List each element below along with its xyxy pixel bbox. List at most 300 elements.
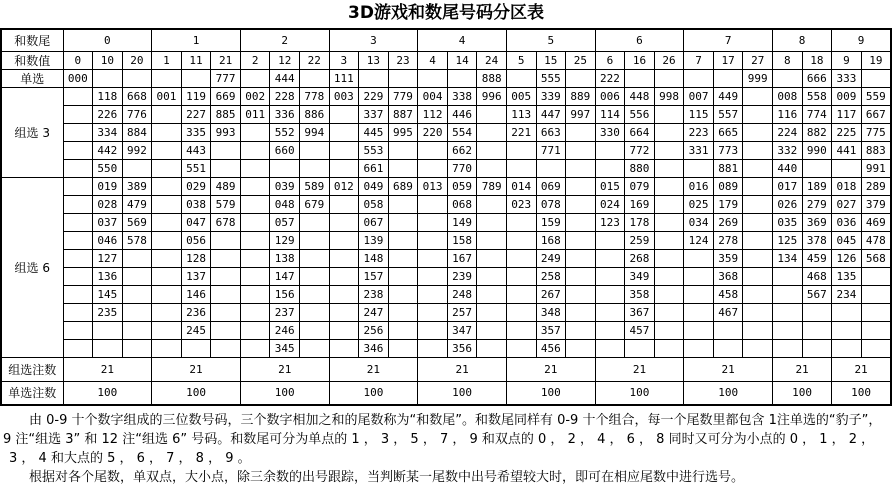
group3-cell: 551	[181, 159, 211, 177]
group3-cell: 440	[773, 159, 803, 177]
zone-table	[0, 28, 892, 406]
group6-cell	[329, 339, 359, 357]
single-cell: 222	[595, 69, 625, 87]
group6-cell: 589	[300, 177, 330, 195]
group6-cell	[566, 321, 596, 339]
table-row	[1, 285, 891, 303]
group3-cell: 887	[388, 105, 418, 123]
group6-cell: 078	[536, 195, 566, 213]
group6-cell: 367	[625, 303, 655, 321]
group3-cell	[832, 159, 862, 177]
group6-cell	[388, 303, 418, 321]
group6-cell	[654, 195, 684, 213]
group3-cell: 008	[773, 87, 803, 105]
group6-cell	[654, 339, 684, 357]
group3-cell: 882	[802, 123, 832, 141]
group6-cell: 248	[447, 285, 477, 303]
group6-cell	[654, 213, 684, 231]
group3-cell	[418, 159, 448, 177]
group6-cell: 247	[359, 303, 389, 321]
group6-cell	[595, 249, 625, 267]
group6-cell: 479	[122, 195, 152, 213]
group6-cell	[300, 213, 330, 231]
group3-cell: 119	[181, 87, 211, 105]
group6-cell: 149	[447, 213, 477, 231]
group3-cell	[418, 141, 448, 159]
sum-value-cell: 7	[684, 51, 714, 69]
group3-cell: 553	[359, 141, 389, 159]
group6-cell: 168	[536, 231, 566, 249]
group6-cell	[566, 285, 596, 303]
group6-cell: 148	[359, 249, 389, 267]
group-bets-value: 21	[329, 357, 418, 381]
group6-cell: 159	[536, 213, 566, 231]
group3-cell: 007	[684, 87, 714, 105]
group3-cell	[240, 123, 270, 141]
group6-cell	[861, 303, 891, 321]
group3-cell: 885	[211, 105, 241, 123]
group3-cell: 115	[684, 105, 714, 123]
group3-cell: 665	[713, 123, 743, 141]
group6-cell: 025	[684, 195, 714, 213]
group6-cell: 189	[802, 177, 832, 195]
group6-cell: 459	[802, 249, 832, 267]
group3-cell: 003	[329, 87, 359, 105]
sum-value-cell: 2	[240, 51, 270, 69]
tail-header: 3	[329, 29, 418, 51]
single-cell: 000	[63, 69, 93, 87]
group6-cell	[595, 321, 625, 339]
group6-cell	[802, 339, 832, 357]
group6-cell: 127	[93, 249, 123, 267]
group6-cell: 019	[93, 177, 123, 195]
group6-cell: 023	[506, 195, 536, 213]
group6-cell	[240, 231, 270, 249]
group6-cell	[300, 285, 330, 303]
group3-cell: 996	[477, 87, 507, 105]
table-row	[1, 159, 891, 177]
single-cell	[861, 69, 891, 87]
group6-cell: 569	[122, 213, 152, 231]
group6-cell	[122, 267, 152, 285]
group6-cell	[152, 267, 182, 285]
group3-cell	[654, 123, 684, 141]
single-cell: 666	[802, 69, 832, 87]
group6-cell	[240, 177, 270, 195]
group6-cell	[773, 321, 803, 339]
group6-cell	[329, 285, 359, 303]
sum-value-label: 和数值	[1, 51, 63, 69]
group6-cell	[566, 195, 596, 213]
group3-cell: 337	[359, 105, 389, 123]
group6-cell	[93, 339, 123, 357]
group3-cell	[388, 159, 418, 177]
group6-cell	[595, 303, 625, 321]
group6-cell	[211, 321, 241, 339]
table-row	[1, 123, 891, 141]
group6-cell	[211, 231, 241, 249]
group3-cell: 004	[418, 87, 448, 105]
group3-cell: 005	[506, 87, 536, 105]
group3-cell: 880	[625, 159, 655, 177]
group6-cell	[388, 195, 418, 213]
sum-value-cell: 10	[93, 51, 123, 69]
table-row	[1, 231, 891, 249]
group6-cell: 038	[181, 195, 211, 213]
sum-value-cell: 11	[181, 51, 211, 69]
sum-tail-label: 和数尾	[1, 29, 63, 51]
single-cell	[506, 69, 536, 87]
description-line-1: 由 0-9 十个数字组成的三位数号码，三个数字相加之和的尾数称为“和数尾”。和数尾同样有 0-9 十个组合，每一个尾数里都包含 1注单选的“豹子”，	[29, 413, 882, 428]
group6-cell	[566, 303, 596, 321]
group6-cell	[122, 303, 152, 321]
group3-cell: 221	[506, 123, 536, 141]
group6-cell: 789	[477, 177, 507, 195]
group6-cell: 258	[536, 267, 566, 285]
group3-cell	[152, 159, 182, 177]
group6-cell	[654, 303, 684, 321]
group3-cell	[122, 159, 152, 177]
group-bets-value: 21	[418, 357, 507, 381]
group3-cell: 886	[300, 105, 330, 123]
group6-cell	[773, 303, 803, 321]
group3-label: 组选 3	[1, 87, 63, 177]
group6-cell	[63, 213, 93, 231]
group6-cell	[773, 339, 803, 357]
table-row	[1, 213, 891, 231]
description-line-4: 根据对各个尾数，单双点，大小点，除三余数的出号跟踪，当判断某一尾数中出号希望较大时，即可在相应尾数中进行选号。	[29, 470, 745, 485]
group3-cell: 775	[861, 123, 891, 141]
group3-cell	[270, 159, 300, 177]
single-cell: 111	[329, 69, 359, 87]
group6-cell	[861, 267, 891, 285]
group3-cell: 226	[93, 105, 123, 123]
tail-header: 2	[240, 29, 329, 51]
group6-cell	[477, 213, 507, 231]
group6-cell	[861, 339, 891, 357]
group3-cell: 669	[211, 87, 241, 105]
group6-cell: 259	[625, 231, 655, 249]
group3-cell	[802, 159, 832, 177]
sum-value-cell: 27	[743, 51, 773, 69]
group6-cell: 123	[595, 213, 625, 231]
sum-value-cell: 16	[625, 51, 655, 69]
group6-cell	[388, 339, 418, 357]
group3-cell: 779	[388, 87, 418, 105]
group6-cell	[654, 249, 684, 267]
table-row	[1, 69, 891, 87]
group6-cell	[477, 303, 507, 321]
single-bets-value: 100	[832, 381, 891, 405]
group6-cell: 015	[595, 177, 625, 195]
group6-cell: 279	[802, 195, 832, 213]
group6-cell	[832, 339, 862, 357]
group6-cell: 289	[861, 177, 891, 195]
table-row	[1, 51, 891, 69]
group6-cell	[773, 285, 803, 303]
group6-cell	[329, 195, 359, 213]
group6-cell: 017	[773, 177, 803, 195]
single-bets-value: 100	[152, 381, 241, 405]
group6-cell	[63, 195, 93, 213]
group6-cell	[211, 303, 241, 321]
group6-cell	[63, 285, 93, 303]
group6-cell	[152, 321, 182, 339]
group6-cell	[122, 285, 152, 303]
group3-cell: 227	[181, 105, 211, 123]
group3-cell	[300, 141, 330, 159]
group3-cell: 883	[861, 141, 891, 159]
group6-cell	[240, 213, 270, 231]
group3-cell: 660	[270, 141, 300, 159]
group3-cell	[240, 159, 270, 177]
group6-cell: 137	[181, 267, 211, 285]
tail-header: 5	[506, 29, 595, 51]
group3-cell	[477, 159, 507, 177]
group6-cell	[566, 267, 596, 285]
group3-cell: 992	[122, 141, 152, 159]
group6-cell: 058	[359, 195, 389, 213]
group3-cell: 331	[684, 141, 714, 159]
group6-cell	[713, 321, 743, 339]
group3-cell	[329, 141, 359, 159]
group6-cell	[240, 195, 270, 213]
group3-cell: 001	[152, 87, 182, 105]
group3-cell	[743, 159, 773, 177]
group6-cell	[477, 231, 507, 249]
group3-cell: 442	[93, 141, 123, 159]
group6-cell: 178	[625, 213, 655, 231]
group6-cell: 056	[181, 231, 211, 249]
sum-value-cell: 9	[832, 51, 862, 69]
sum-value-cell: 3	[329, 51, 359, 69]
group3-cell	[329, 123, 359, 141]
group3-cell: 994	[300, 123, 330, 141]
group6-cell: 027	[832, 195, 862, 213]
group3-cell	[300, 159, 330, 177]
group6-cell: 235	[93, 303, 123, 321]
sum-value-cell: 20	[122, 51, 152, 69]
group6-cell	[240, 249, 270, 267]
single-cell	[713, 69, 743, 87]
group6-cell: 456	[536, 339, 566, 357]
group3-cell: 778	[300, 87, 330, 105]
group6-cell	[152, 213, 182, 231]
group3-cell: 558	[802, 87, 832, 105]
group6-cell	[63, 267, 93, 285]
single-cell	[122, 69, 152, 87]
group3-cell	[63, 87, 93, 105]
group3-cell	[654, 105, 684, 123]
group6-cell	[63, 321, 93, 339]
group3-cell: 338	[447, 87, 477, 105]
single-cell	[684, 69, 714, 87]
group6-cell	[152, 231, 182, 249]
group3-cell: 991	[861, 159, 891, 177]
group3-cell: 336	[270, 105, 300, 123]
group6-cell: 045	[832, 231, 862, 249]
sum-value-cell: 14	[447, 51, 477, 69]
group6-cell	[506, 339, 536, 357]
group3-cell	[152, 141, 182, 159]
group-bets-value: 21	[63, 357, 152, 381]
group3-cell: 771	[536, 141, 566, 159]
group3-cell: 117	[832, 105, 862, 123]
single-cell	[300, 69, 330, 87]
table-row	[1, 87, 891, 105]
group3-cell: 006	[595, 87, 625, 105]
group6-cell	[181, 339, 211, 357]
group6-cell: 024	[595, 195, 625, 213]
sum-value-cell: 24	[477, 51, 507, 69]
group3-cell	[684, 159, 714, 177]
group6-cell	[93, 321, 123, 339]
group6-cell	[684, 303, 714, 321]
group6-cell: 068	[447, 195, 477, 213]
group6-cell	[152, 285, 182, 303]
group6-cell	[743, 321, 773, 339]
group3-cell	[63, 105, 93, 123]
group3-cell: 116	[773, 105, 803, 123]
group6-cell: 356	[447, 339, 477, 357]
table-row	[1, 321, 891, 339]
sum-value-cell: 5	[506, 51, 536, 69]
table-row	[1, 303, 891, 321]
group6-cell: 049	[359, 177, 389, 195]
sum-value-cell: 13	[359, 51, 389, 69]
group6-cell	[329, 249, 359, 267]
group6-cell: 378	[802, 231, 832, 249]
group6-cell: 069	[536, 177, 566, 195]
group6-cell: 358	[625, 285, 655, 303]
group3-cell: 448	[625, 87, 655, 105]
tail-header: 4	[418, 29, 507, 51]
group6-cell	[743, 231, 773, 249]
group6-cell	[595, 339, 625, 357]
group6-cell	[477, 285, 507, 303]
group6-cell: 047	[181, 213, 211, 231]
table-row	[1, 29, 891, 51]
group6-cell	[418, 231, 448, 249]
group6-cell: 257	[447, 303, 477, 321]
group3-cell	[743, 105, 773, 123]
group3-cell	[506, 159, 536, 177]
group3-cell: 445	[359, 123, 389, 141]
group6-cell	[743, 213, 773, 231]
group3-cell: 112	[418, 105, 448, 123]
group6-cell: 249	[536, 249, 566, 267]
single-cell	[773, 69, 803, 87]
group3-cell	[595, 141, 625, 159]
table-row	[1, 177, 891, 195]
sum-value-cell: 17	[713, 51, 743, 69]
group3-cell: 773	[713, 141, 743, 159]
group6-cell	[418, 303, 448, 321]
group6-cell	[506, 321, 536, 339]
group3-cell	[566, 159, 596, 177]
group6-cell	[743, 285, 773, 303]
group6-cell	[743, 267, 773, 285]
group6-cell: 179	[713, 195, 743, 213]
group3-cell	[211, 141, 241, 159]
single-cell	[181, 69, 211, 87]
group6-cell	[388, 231, 418, 249]
group6-cell	[388, 213, 418, 231]
single-cell	[654, 69, 684, 87]
group3-cell: 002	[240, 87, 270, 105]
group-bets-value: 21	[595, 357, 684, 381]
group6-cell	[418, 195, 448, 213]
group3-cell: 223	[684, 123, 714, 141]
group6-cell: 046	[93, 231, 123, 249]
group3-cell: 225	[832, 123, 862, 141]
group6-cell	[329, 231, 359, 249]
group6-cell	[63, 249, 93, 267]
group3-cell: 335	[181, 123, 211, 141]
group6-cell	[388, 285, 418, 303]
group6-cell: 379	[861, 195, 891, 213]
single-bets-value: 100	[506, 381, 595, 405]
group6-cell	[240, 303, 270, 321]
group6-cell	[506, 267, 536, 285]
single-bets-value: 100	[240, 381, 329, 405]
group6-cell	[654, 231, 684, 249]
single-cell	[359, 69, 389, 87]
group6-cell	[625, 339, 655, 357]
group6-cell: 059	[447, 177, 477, 195]
table-row	[1, 339, 891, 357]
group3-cell: 668	[122, 87, 152, 105]
group6-cell: 057	[270, 213, 300, 231]
group6-cell	[63, 177, 93, 195]
group6-cell	[566, 213, 596, 231]
group6-cell	[743, 339, 773, 357]
group3-cell: 011	[240, 105, 270, 123]
group6-cell: 239	[447, 267, 477, 285]
group6-cell	[211, 249, 241, 267]
group3-cell: 556	[625, 105, 655, 123]
table-row	[1, 141, 891, 159]
description-line-2: 9 注“组选 3” 和 12 注“组选 6” 号码。和数尾可分为单点的 1 ， 3 ， 5 ， 7 ， 9 和双点的 0 ， 2 ， 4 ， 6 ， 8 同时又可分为小点的 0 ， 1 ， 2 ，	[3, 432, 875, 447]
single-cell: 444	[270, 69, 300, 87]
group3-cell	[477, 105, 507, 123]
sum-value-cell: 15	[536, 51, 566, 69]
single-bets-value: 100	[418, 381, 507, 405]
group6-cell	[300, 249, 330, 267]
tail-header: 9	[832, 29, 891, 51]
group6-cell: 136	[93, 267, 123, 285]
group3-cell: 330	[595, 123, 625, 141]
group3-cell: 998	[654, 87, 684, 105]
single-cell	[240, 69, 270, 87]
group6-cell: 125	[773, 231, 803, 249]
group6-cell	[743, 195, 773, 213]
group6-cell	[566, 249, 596, 267]
page-title: 3D游戏和数尾号码分区表	[348, 3, 544, 23]
group6-cell: 369	[802, 213, 832, 231]
group6-cell: 268	[625, 249, 655, 267]
group-bets-value: 21	[240, 357, 329, 381]
group6-cell	[595, 267, 625, 285]
group6-cell	[684, 285, 714, 303]
group6-cell: 567	[802, 285, 832, 303]
group6-cell	[418, 249, 448, 267]
group6-cell	[418, 285, 448, 303]
group3-cell	[477, 123, 507, 141]
group6-cell	[477, 267, 507, 285]
group6-cell	[654, 177, 684, 195]
group3-cell: 339	[536, 87, 566, 105]
